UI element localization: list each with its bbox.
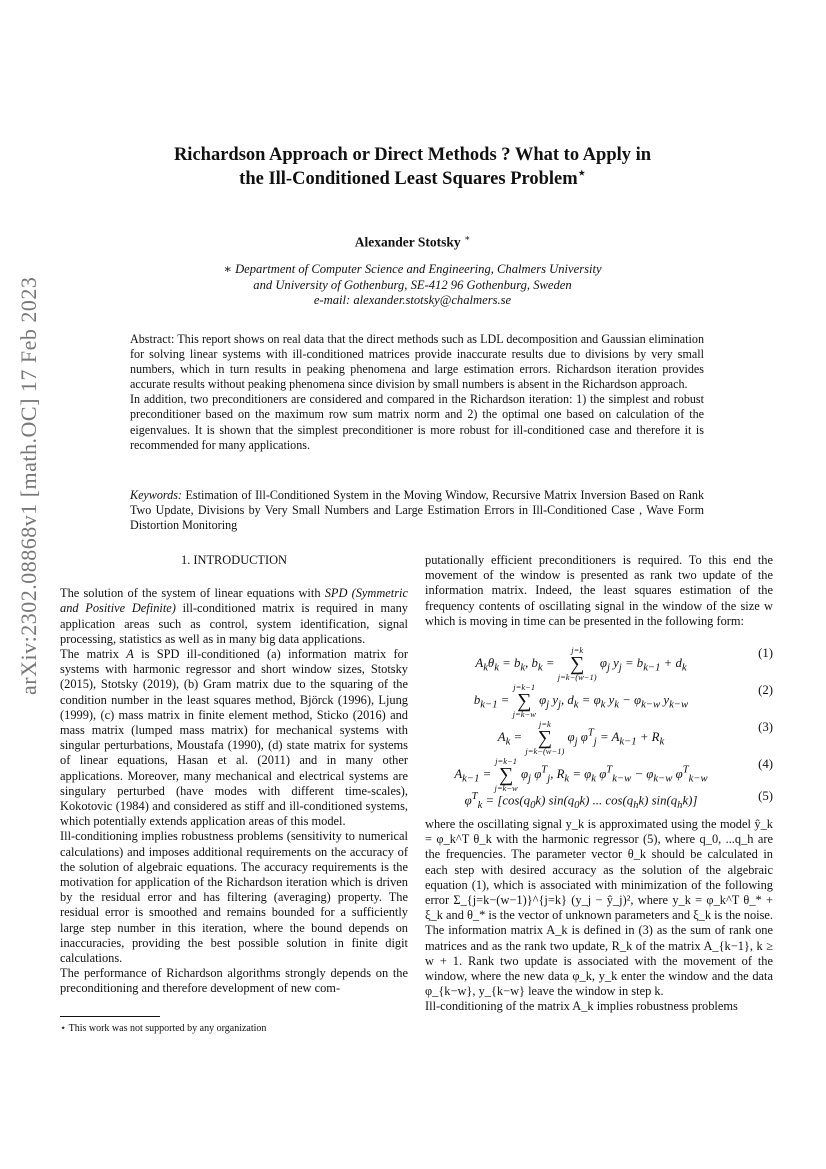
keywords-text: Estimation of Ill-Conditioned System in the Moving Window, Recursive Matrix Inversion Based on Rank Two Update, Divisions by Very Small Numbers and Large Estimation Errors in Ill-Conditioned Case , Wave Form Distortion Monitoring bbox=[130, 488, 704, 533]
eq-token: k)] bbox=[682, 793, 698, 808]
eq-token: y bbox=[609, 655, 619, 670]
eq-sub: k−w bbox=[653, 773, 673, 785]
sum-lower-limit: j=k−w bbox=[494, 783, 518, 794]
intro-paragraph-3: Ill-conditioning implies robustness problems (sensitivity to numerical calculations) and imposes additional requirements on the accuracy of the solution of algebraic equations. The accuracy requirements is the motivation for application of the Richardson iteration which is driven by the residual error and has filtering (averaging) property. The residual error is smoothed and remains bounded for a sufficiently large step number in this iteration, where the bound depends on inaccuracies, providing the best possible solution in finite digit calculations. bbox=[60, 829, 408, 966]
equation-5-body bbox=[425, 789, 737, 813]
equation-number-2: (2) bbox=[758, 683, 773, 698]
eq-token: φ bbox=[596, 766, 607, 781]
intro-paragraph-2 bbox=[60, 647, 408, 829]
eq-token: φ bbox=[567, 729, 575, 744]
sum-lower-limit: j=k−w bbox=[512, 709, 536, 720]
eq-sub: k bbox=[659, 736, 665, 748]
eq-sub: k bbox=[600, 699, 606, 711]
text-run: The solution of the system of linear equations with bbox=[60, 586, 325, 601]
eq-token: = A bbox=[596, 729, 620, 744]
eq-sub: j bbox=[547, 773, 551, 785]
eq-sub: k−w bbox=[669, 699, 689, 711]
sum-upper-limit: j=k−1 bbox=[495, 756, 518, 767]
footnote: ⋆ This work was not supported by any organization bbox=[60, 1023, 267, 1034]
intro-paragraph-4: The performance of Richardson algorithms strongly depends on the preconditioning and therefore development of new com- bbox=[60, 966, 408, 996]
sigma-glyph: ∑ bbox=[537, 727, 552, 750]
eq-sub: k−1 bbox=[480, 699, 498, 711]
affiliation bbox=[150, 262, 675, 309]
sigma-glyph: ∑ bbox=[498, 764, 514, 787]
eq-token: = b bbox=[621, 655, 644, 670]
equation-5 bbox=[425, 785, 773, 817]
eq-token: y bbox=[549, 692, 559, 707]
eq-sub: j bbox=[546, 699, 550, 711]
sum-lower-limit: j=k−(w−1) bbox=[557, 672, 597, 683]
equation-3 bbox=[425, 711, 773, 757]
left-column bbox=[60, 553, 408, 997]
equation-1 bbox=[425, 637, 773, 683]
eq-sub: k−w bbox=[612, 773, 632, 785]
affiliation-line-1: ∗ Department of Computer Science and Engineering, Chalmers University bbox=[223, 262, 602, 276]
eq-sub: k−1 bbox=[462, 773, 480, 785]
eq-sub: j bbox=[593, 736, 597, 748]
eq-sub: k−1 bbox=[643, 662, 661, 674]
eq-token: = [cos(q bbox=[482, 793, 531, 808]
eq-sub: k−1 bbox=[619, 736, 637, 748]
paper-title bbox=[160, 143, 665, 191]
text-run: is SPD ill-conditioned (a) information matrix for systems with harmonic regressor and short window sizes, Stotsky (2015), Stotsky (2019), (b) Gram matrix due to the squaring of the condition number in the least squares method, Björck (1996), Ljung (1999), (c) mass matrix in finite element method, Sticko (2016) and mass matrix (lumped mass matrix) for mechanical systems with singular perturbations, Moustafa (1990), (d) state matrix for systems of linear equations, Hasan et al. (2011) and in many other applications. Moreover, many mechanical and electrical systems are singulary perturbed (have modes with different time-scales), Kokotovic (1984) and considered as stiff and ill-conditioned systems, which potentially extends application areas of this model. bbox=[60, 647, 408, 829]
eq-token: k) ... cos(q bbox=[579, 793, 634, 808]
eq-token: − φ bbox=[619, 692, 642, 707]
eq-token: A bbox=[475, 655, 484, 670]
eq-sub: j bbox=[606, 662, 610, 674]
eq-sub: k−w bbox=[641, 699, 661, 711]
eq-token: = b bbox=[498, 655, 521, 670]
eq-token: A bbox=[497, 729, 506, 744]
sum-lower-limit: j=k−(w−1) bbox=[525, 746, 565, 757]
right-paragraph-2: where the oscillating signal y_k is approximated using the model ŷ_k = φ_k^T θ_k with the harmonic regressor (5), where q_0, ...q_h are the frequencies. The parameter vector θ_k should be calculated in each step with desired accuracy as the solution of the algebraic equation (1), which is associated with minimization of the following error Σ_{j=k−(w−1)}^{j=k} (y_j − ŷ_j)², where y_k = φ_k^T θ_* + ξ_k and θ_* is the vector of unknown parameters and ξ_k is the noise. The information matrix A_k is defined in (3) as the sum of rank one matrices and as the rank two update, R_k of the matrix A_{k−1}, k ≥ w + 1. Rank two update is associated with the movement of the window, where the new data φ_k, y_k enter the window and the data φ_{k−w}, y_{k−w} leave the window in step k. bbox=[425, 817, 774, 999]
eq-sub: k bbox=[477, 799, 483, 811]
eq-sup: T bbox=[587, 727, 594, 739]
eq-token: k) sin(q bbox=[638, 793, 678, 808]
eq-sub: k bbox=[537, 662, 543, 674]
eq-sub: k bbox=[614, 699, 620, 711]
eq-token: y bbox=[660, 692, 670, 707]
author-text: Alexander Stotsky bbox=[354, 234, 461, 250]
eq-token: , R bbox=[550, 766, 565, 781]
equation-number-4: (4) bbox=[758, 757, 773, 772]
eq-sub: h bbox=[677, 799, 683, 811]
eq-sub: k bbox=[483, 662, 488, 674]
eq-token: θ bbox=[487, 655, 495, 670]
eq-sub: k−w bbox=[688, 773, 708, 785]
eq-sub: k bbox=[494, 662, 499, 674]
eq-sup: T bbox=[606, 764, 613, 776]
eq-sub: j bbox=[528, 773, 531, 785]
equation-4 bbox=[425, 748, 773, 794]
eq-token: = bbox=[542, 655, 558, 670]
eq-sub: k bbox=[681, 662, 687, 674]
eq-token: = φ bbox=[569, 766, 592, 781]
right-paragraph-3: Ill-conditioning of the matrix A_k implies robustness problems bbox=[425, 999, 738, 1014]
eq-sub: j bbox=[574, 736, 578, 748]
text-run-italic: A bbox=[126, 647, 134, 662]
eq-token: A bbox=[454, 766, 463, 781]
eq-token: φ bbox=[577, 729, 588, 744]
author-name bbox=[160, 233, 665, 251]
eq-token: = φ bbox=[578, 692, 601, 707]
eq-token: , b bbox=[525, 655, 538, 670]
eq-token: = bbox=[497, 692, 513, 707]
sigma-glyph: ∑ bbox=[570, 653, 585, 676]
text-run-italic: SPD (Symmetric and Positive Definite) bbox=[60, 586, 408, 616]
eq-sub: k bbox=[591, 773, 596, 785]
eq-token: φ bbox=[464, 793, 472, 808]
right-paragraph-1: putationally efficient preconditioners is required. To this end the movement of the window is presented as rank two update of the information matrix. Indeed, the least squares estimation of the frequency contents of oscillating signal in the window of the size w which is moving in time can be presented in the following form: bbox=[425, 553, 773, 628]
eq-token: φ bbox=[531, 766, 542, 781]
eq-token: y bbox=[605, 692, 615, 707]
eq-sub: j bbox=[618, 662, 622, 674]
affiliation-line-2: and University of Gothenburg, SE-412 96 Gothenburg, Sweden bbox=[253, 277, 572, 292]
sigma-glyph: ∑ bbox=[517, 690, 532, 713]
eq-sup: T bbox=[541, 764, 548, 776]
eq-sub: 0 bbox=[530, 799, 536, 811]
title-footnote-mark: ⋆ bbox=[577, 164, 586, 180]
author-mark: ∗ bbox=[464, 233, 471, 243]
abstract-paragraph-2: In addition, two preconditioners are considered and compared in the Richardson iteration: 1) the simplest and robust preconditioner based on the maximum row sum matrix norm and 2) the optimal one based on calculation of the eigenvalues. It is shown that the simplest preconditioner is more robust for ill-conditioned case and therefore it is recommended for many applications. bbox=[130, 392, 704, 452]
intro-paragraph-1 bbox=[60, 586, 408, 647]
arxiv-identifier: arXiv:2302.08868v1 [math.OC] 17 Feb 2023 bbox=[16, 276, 41, 695]
title-text: Richardson Approach or Direct Methods ? What to Apply in the Ill-Conditioned Least Squares Problem bbox=[173, 145, 652, 189]
eq-sup: T bbox=[471, 791, 478, 803]
sum-upper-limit: j=k bbox=[538, 719, 551, 730]
abstract-paragraph-1: Abstract: This report shows on real data that the direct methods such as LDL decomposition and Gaussian elimination for solving linear systems with ill-conditioned matrices provide inaccurate results due to divisions by very small numbers, which in turn results in peaking phenomena and large estimation errors. Richardson iteration provides accurate results without peaking phenomena since division by small numbers is absent in the Richardson approach. bbox=[130, 332, 704, 392]
eq-token: φ bbox=[672, 766, 683, 781]
equation-number-5: (5) bbox=[758, 789, 773, 804]
eq-token: φ bbox=[599, 655, 607, 670]
keywords-label: Keywords: bbox=[130, 488, 182, 502]
abstract bbox=[130, 332, 704, 453]
eq-token: + R bbox=[636, 729, 660, 744]
eq-token: = bbox=[510, 729, 526, 744]
eq-sub: k bbox=[573, 699, 579, 711]
eq-token: − φ bbox=[631, 766, 654, 781]
affiliation-email: e-mail: alexander.stotsky@chalmers.se bbox=[313, 293, 512, 307]
equation-number-1: (1) bbox=[758, 646, 773, 661]
equation-number-3: (3) bbox=[758, 720, 773, 735]
eq-sup: T bbox=[682, 764, 689, 776]
text-run: ill-conditioned matrix is required in many application areas such as control, system identification, signal processing, statistics as well as in many big data applications. bbox=[60, 601, 409, 646]
eq-token: + d bbox=[660, 655, 682, 670]
eq-token: = bbox=[479, 766, 495, 781]
sum-upper-limit: j=k bbox=[571, 645, 584, 656]
equation-2 bbox=[425, 674, 773, 720]
text-run: The matrix bbox=[60, 647, 127, 662]
eq-sub: k bbox=[520, 662, 526, 674]
sum-upper-limit: j=k−1 bbox=[513, 682, 536, 693]
eq-sub: h bbox=[633, 799, 639, 811]
eq-token: φ bbox=[539, 692, 547, 707]
right-column bbox=[425, 553, 773, 1015]
eq-token: b bbox=[473, 692, 481, 707]
eq-token: k) sin(q bbox=[535, 793, 575, 808]
section-heading-introduction: 1. INTRODUCTION bbox=[181, 553, 287, 567]
eq-sub: j bbox=[558, 699, 561, 711]
eq-token: φ bbox=[520, 766, 529, 781]
keywords bbox=[130, 488, 704, 533]
eq-sub: k bbox=[564, 773, 570, 785]
eq-sub: k bbox=[505, 736, 511, 748]
footnote-rule bbox=[60, 1016, 160, 1017]
eq-token: , d bbox=[561, 692, 574, 707]
eq-sub: 0 bbox=[574, 799, 580, 811]
